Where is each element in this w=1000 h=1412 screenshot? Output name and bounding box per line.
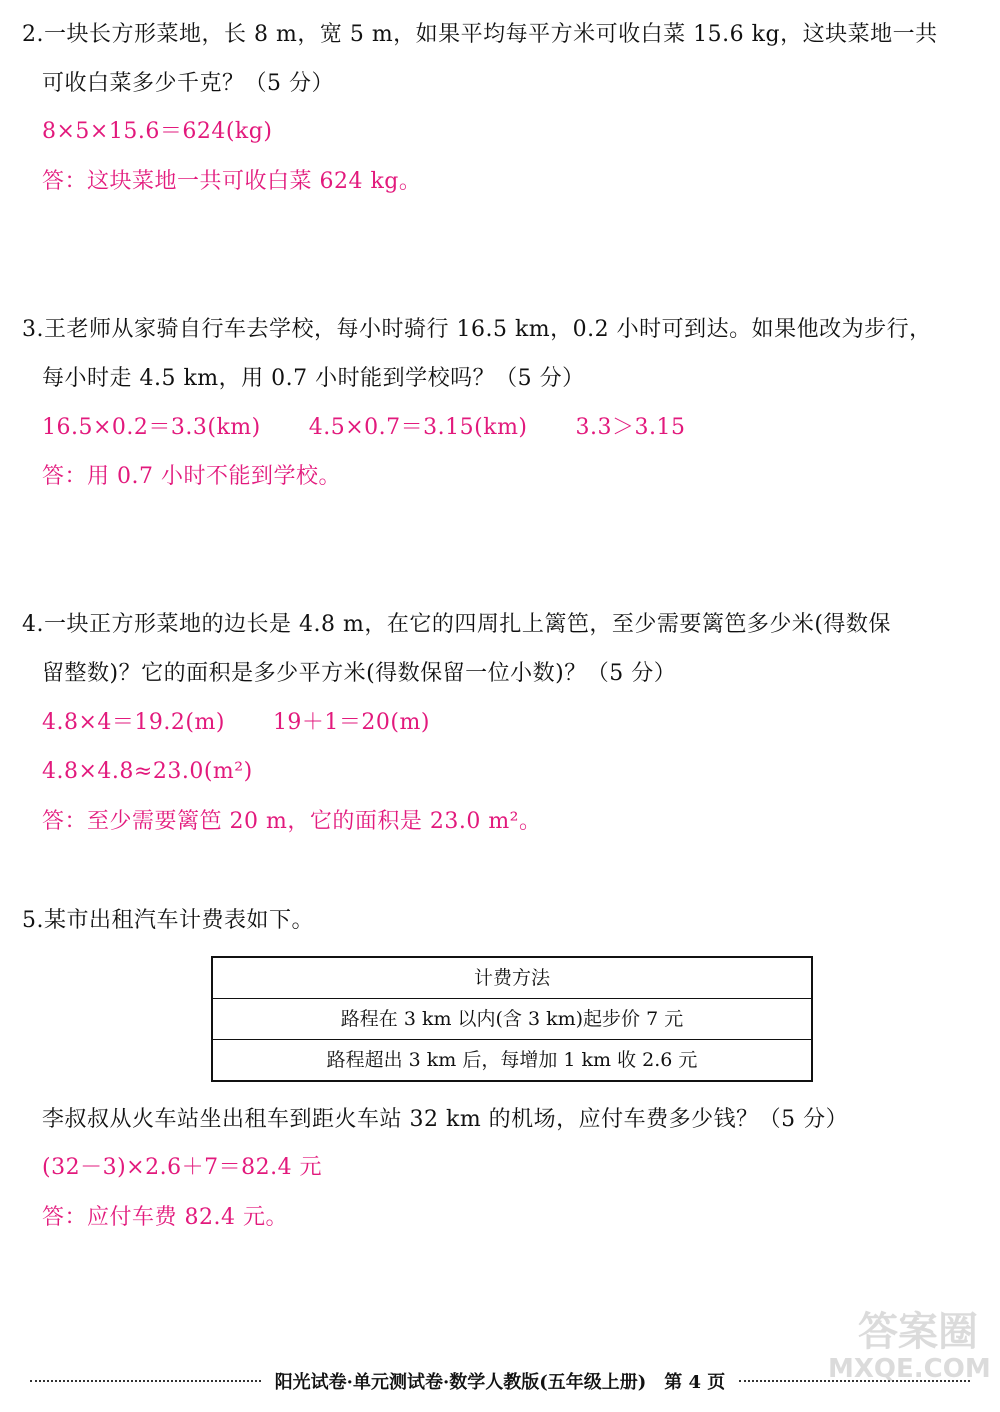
fee-table-header: 计费方法	[213, 958, 811, 999]
footer-left-dots	[30, 1380, 261, 1382]
question-3-line-2: 每小时走 4.5 km，用 0.7 小时能到学校吗？（5 分）	[42, 366, 585, 391]
question-3-answer: 答：用 0.7 小时不能到学校。	[42, 464, 341, 489]
fee-table-row-2: 路程超出 3 km 后，每增加 1 km 收 2.6 元	[326, 1049, 698, 1071]
question-5-followup: 李叔叔从火车站坐出租车到距火车站 32 km 的机场，应付车费多少钱？（5 分）	[42, 1107, 849, 1132]
question-5-line-1: 5.某市出租汽车计费表如下。	[22, 908, 314, 933]
fee-table-row-1: 路程在 3 km 以内(含 3 km)起步价 7 元	[213, 999, 811, 1040]
taxi-fee-table	[211, 956, 813, 1082]
watermark-line-1: 答案圈	[858, 1309, 978, 1355]
question-5-calculation: (32－3)×2.6＋7＝82.4 元	[42, 1155, 323, 1180]
question-2-calculation: 8×5×15.6＝624(kg)	[42, 119, 273, 144]
question-4-calc-2: 19＋1＝20(m)	[272, 710, 430, 735]
question-5-answer: 答：应付车费 82.4 元。	[42, 1205, 288, 1230]
footer-text: 阳光试卷·单元测试卷·数学人教版(五年级上册) 第 4 页	[274, 1372, 726, 1393]
question-2-answer: 答：这块菜地一共可收白菜 624 kg。	[42, 169, 422, 194]
question-4-calculations	[42, 708, 430, 738]
question-4-calc-1: 4.8×4＝19.2(m)	[42, 710, 225, 735]
question-2-line-2: 可收白菜多少千克？（5 分）	[42, 71, 334, 96]
question-3-calc-2: 4.5×0.7＝3.15(km)	[308, 415, 528, 440]
question-2-line-1: 2.一块长方形菜地，长 8 m，宽 5 m，如果平均每平方米可收白菜 15.6 kg，这块菜地一共	[22, 22, 938, 47]
question-3-calculations	[42, 413, 686, 443]
watermark-line-2: MXQE.COM	[828, 1354, 991, 1384]
question-3-line-1: 3.王老师从家骑自行车去学校，每小时骑行 16.5 km，0.2 小时可到达。如果他改为步行，	[22, 317, 932, 342]
question-3-calc-3: 3.3＞3.15	[575, 415, 686, 440]
question-3-calc-1: 16.5×0.2＝3.3(km)	[42, 415, 261, 440]
question-4-line-1: 4.一块正方形菜地的边长是 4.8 m，在它的四周扎上篱笆，至少需要篱笆多少米(得数保	[22, 612, 891, 637]
watermark-logo	[828, 1309, 991, 1390]
question-4-calc-area: 4.8×4.8≈23.0(m²)	[42, 759, 253, 784]
question-4-answer: 答：至少需要篱笆 20 m，它的面积是 23.0 m²。	[42, 809, 542, 834]
question-4-line-2: 留整数)？它的面积是多少平方米(得数保留一位小数)？（5 分）	[42, 661, 677, 686]
